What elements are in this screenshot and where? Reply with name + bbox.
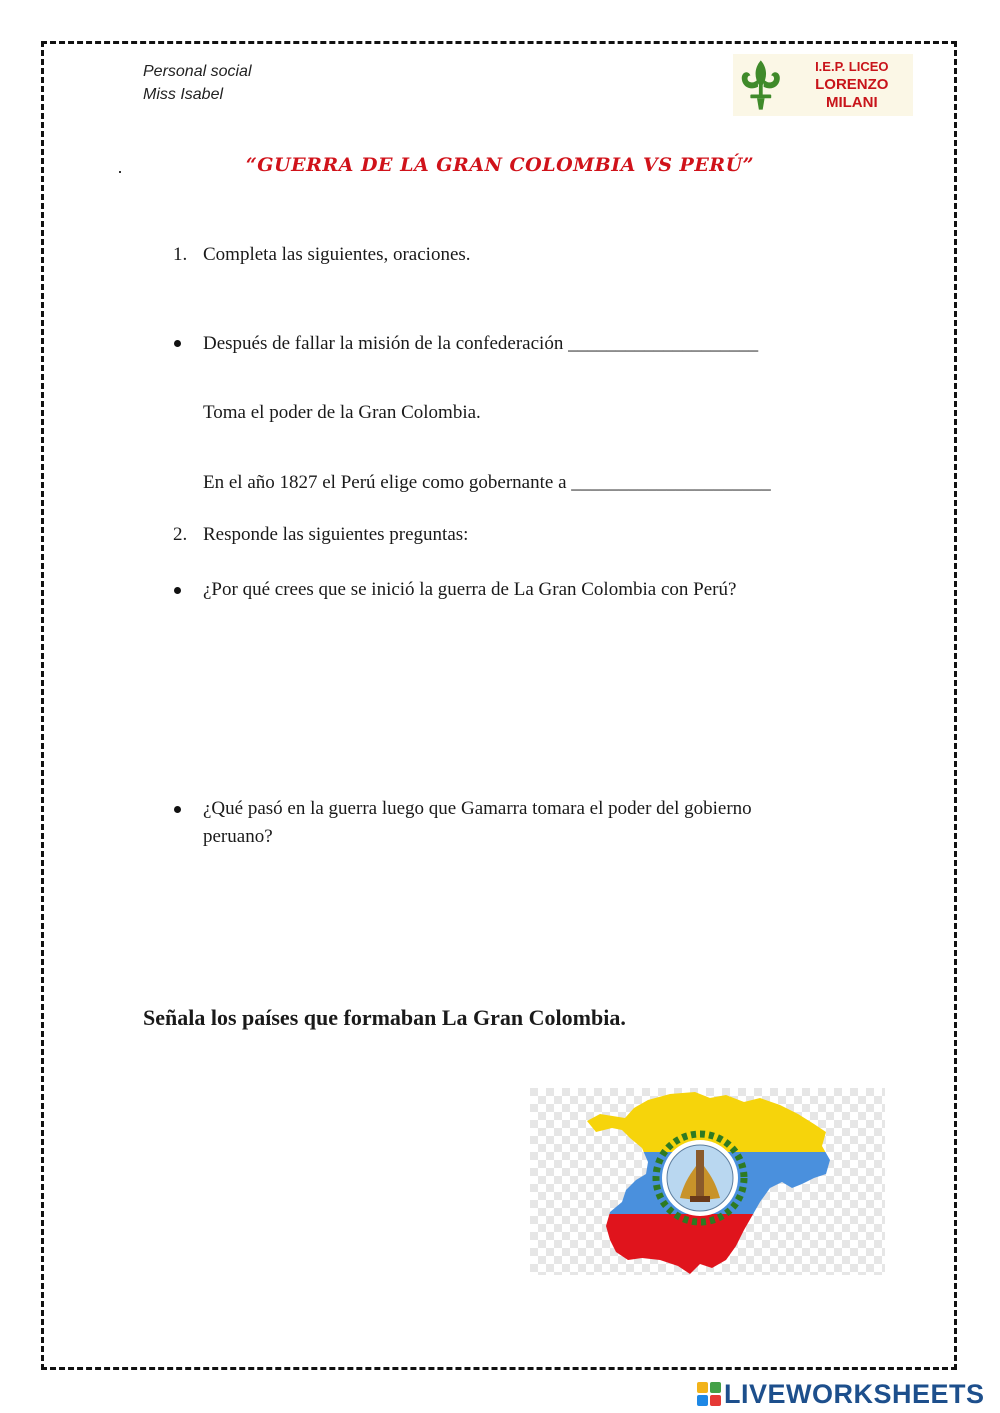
section-2-heading: Responde las siguientes preguntas:	[203, 524, 469, 545]
worksheet-title: “GUERRA DE LA GRAN COLOMBIA VS PERÚ”	[245, 154, 755, 176]
question-2-line-2: peruano?	[203, 826, 273, 847]
fill-blank-sentence-1[interactable]: Después de fallar la misión de la confederación ____________________	[203, 333, 759, 354]
brand-text: LIVEWORKSHEETS	[724, 1378, 985, 1409]
fill-blank-sentence-1-continued: Toma el poder de la Gran Colombia.	[203, 402, 481, 423]
bullet-icon	[174, 587, 181, 594]
map-question: Señala los países que formaban La Gran Colombia.	[143, 1005, 626, 1030]
bullet-icon	[174, 806, 181, 813]
gran-colombia-map[interactable]	[530, 1088, 885, 1275]
subject-label: Personal social	[143, 63, 252, 80]
teacher-label: Miss Isabel	[143, 86, 224, 103]
question-1: ¿Por qué crees que se inició la guerra de La Gran Colombia con Perú?	[203, 579, 737, 600]
fill-blank-sentence-2[interactable]: En el año 1827 el Perú elige como gobernante a _____________________	[203, 472, 771, 493]
logo-line-2: LORENZO MILANI	[815, 76, 889, 111]
liveworksheets-logo-icon	[697, 1382, 721, 1406]
liveworksheets-brand[interactable]	[697, 1378, 985, 1410]
worksheet-header	[143, 60, 252, 106]
bullet-icon	[174, 340, 181, 347]
section-1-number: 1.	[173, 244, 188, 265]
fleur-de-lis-icon	[739, 57, 783, 113]
school-logo	[733, 54, 913, 116]
section-2-number: 2.	[173, 524, 188, 545]
section-1-heading: Completa las siguientes, oraciones.	[203, 244, 471, 265]
logo-line-1: I.E.P. LICEO	[815, 59, 889, 74]
question-2-line-1: ¿Qué pasó en la guerra luego que Gamarra tomara el poder del gobierno	[203, 798, 752, 819]
